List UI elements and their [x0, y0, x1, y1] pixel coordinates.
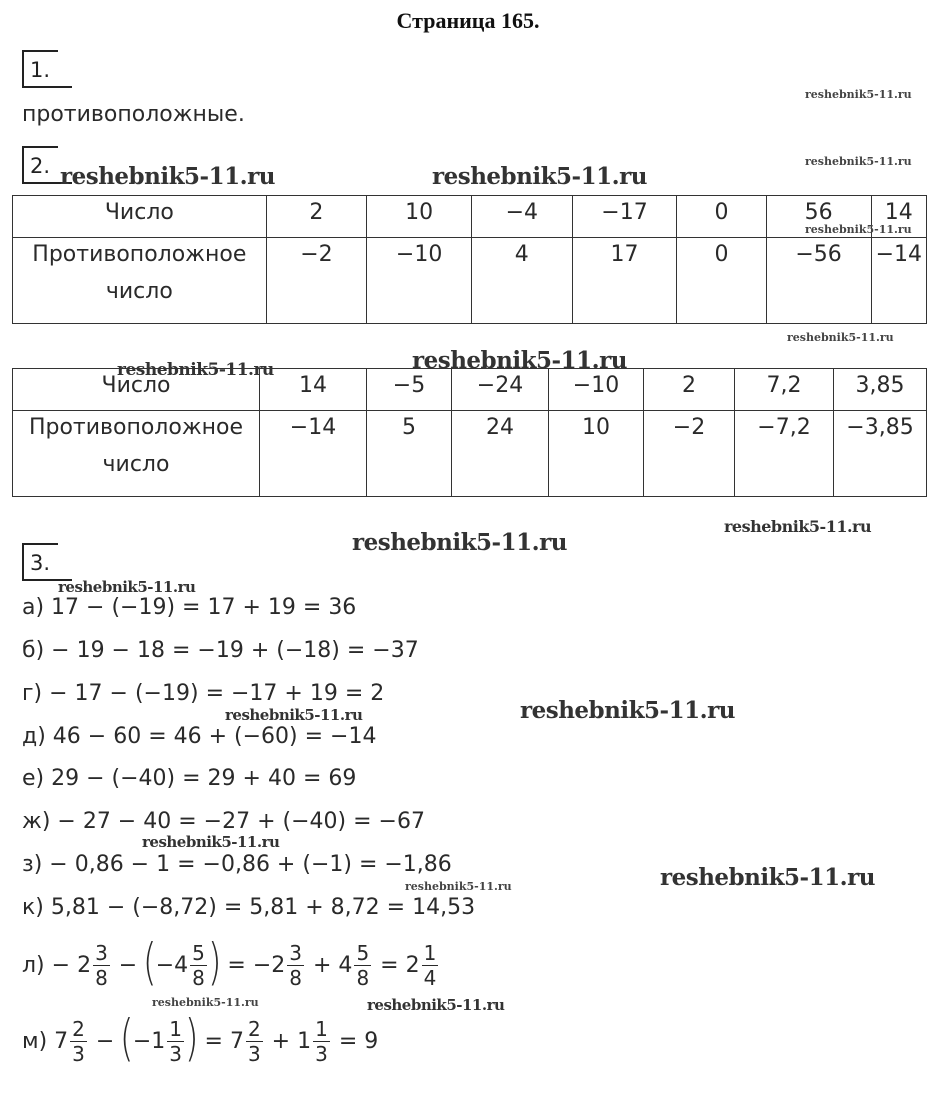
equation-line-fractions-m — [22, 1009, 379, 1067]
eq-part: −4 — [155, 952, 189, 978]
table-cell: 10 — [549, 411, 644, 497]
fraction — [287, 941, 304, 990]
table-cell: −2 — [266, 238, 366, 324]
table-cell: 24 — [452, 411, 549, 497]
denominator: 8 — [192, 965, 205, 990]
table-cell: −2 — [644, 411, 735, 497]
fraction — [190, 941, 207, 990]
watermark: reshebnik5-11.ru — [58, 578, 196, 596]
denominator: 4 — [423, 965, 437, 990]
table-cell: 7,2 — [735, 369, 834, 411]
table-cell: −14 — [260, 411, 367, 497]
eq-part: = 7 — [197, 1028, 244, 1054]
eq-part: − — [111, 952, 145, 978]
equation-line: б) − 19 − 18 = −19 + (−18) = −37 — [22, 638, 419, 663]
table-cell: 56 — [766, 196, 871, 238]
row-label-line: Противоположное — [32, 242, 247, 267]
exercise-3-number: 3. — [22, 543, 58, 581]
equation-line: а) 17 − (−19) = 17 + 19 = 36 — [22, 595, 357, 620]
table-cell: 0 — [677, 238, 766, 324]
table-cell: −14 — [871, 238, 926, 324]
table-row-label: Число — [13, 196, 267, 238]
eq-part: м) 7 — [22, 1028, 69, 1054]
equation-line: е) 29 − (−40) = 29 + 40 = 69 — [22, 766, 357, 791]
denominator: 3 — [315, 1041, 328, 1066]
eq-part: = −2 — [220, 952, 286, 978]
watermark: reshebnik5-11.ru — [142, 833, 280, 851]
table-cell: 17 — [572, 238, 677, 324]
watermark: reshebnik5-11.ru — [152, 996, 259, 1009]
watermark: reshebnik5-11.ru — [805, 88, 912, 101]
equation-line: з) − 0,86 − 1 = −0,86 + (−1) = −1,86 — [22, 852, 452, 877]
eq-part: = 2 — [373, 952, 420, 978]
numerator: 1 — [315, 1016, 328, 1041]
eq-part: л) − 2 — [22, 952, 92, 978]
watermark: reshebnik5-11.ru — [660, 864, 875, 891]
equation-line-fractions-l — [22, 933, 440, 991]
table-cell: 10 — [367, 196, 472, 238]
watermark: reshebnik5-11.ru — [405, 880, 512, 893]
watermark: reshebnik5-11.ru — [60, 163, 275, 190]
table-cell: 5 — [367, 411, 452, 497]
numerator: 1 — [423, 940, 437, 965]
numerator: 2 — [72, 1016, 85, 1041]
page-title: Страница 165. — [396, 8, 540, 33]
table-cell: −4 — [472, 196, 572, 238]
eq-part: − — [88, 1028, 122, 1054]
denominator: 8 — [289, 965, 303, 990]
table-cell: 14 — [871, 196, 926, 238]
eq-part: = 9 — [331, 1028, 379, 1054]
fraction — [167, 1017, 184, 1066]
equation-line: к) 5,81 − (−8,72) = 5,81 + 8,72 = 14,53 — [22, 895, 476, 920]
exercise-1-number: 1. — [22, 50, 58, 88]
watermark: reshebnik5-11.ru — [520, 697, 735, 724]
row-label-line: Противоположное — [28, 415, 244, 440]
table-cell: −5 — [367, 369, 452, 411]
watermark: reshebnik5-11.ru — [117, 360, 274, 380]
numerator: 5 — [192, 940, 205, 965]
table-cell: −17 — [572, 196, 677, 238]
exercise-2-number: 2. — [22, 146, 58, 184]
table-opposites-2 — [12, 368, 927, 497]
numerator: 1 — [169, 1016, 183, 1041]
denominator: 8 — [95, 965, 108, 990]
right-paren: ) — [184, 1009, 199, 1067]
table-cell: 2 — [644, 369, 735, 411]
exercise-1-answer: противоположные. — [22, 102, 245, 127]
fraction — [313, 1017, 330, 1066]
denominator: 8 — [356, 965, 370, 990]
numerator: 3 — [95, 940, 108, 965]
watermark: reshebnik5-11.ru — [724, 517, 872, 536]
eq-part: + 4 — [306, 952, 353, 978]
left-paren: ( — [120, 1009, 134, 1067]
table-cell: 2 — [266, 196, 366, 238]
fraction — [246, 1017, 263, 1066]
right-paren: ) — [207, 933, 222, 991]
numerator: 5 — [356, 940, 370, 965]
fraction — [422, 941, 439, 990]
numerator: 3 — [289, 940, 303, 965]
equation-line: ж) − 27 − 40 = −27 + (−40) = −67 — [22, 809, 425, 834]
fraction — [354, 941, 371, 990]
table-cell: −24 — [452, 369, 549, 411]
eq-part: −1 — [132, 1028, 166, 1054]
table-row-label — [13, 411, 260, 497]
table-opposites-1 — [12, 195, 927, 324]
table-cell: −10 — [549, 369, 644, 411]
equation-line: д) 46 − 60 = 46 + (−60) = −14 — [22, 724, 377, 749]
row-label-line: число — [102, 452, 170, 477]
fraction — [93, 941, 110, 990]
watermark: reshebnik5-11.ru — [352, 529, 567, 556]
watermark: reshebnik5-11.ru — [225, 706, 363, 724]
table-row-label: Число — [13, 369, 260, 411]
table-row-label — [13, 238, 267, 324]
denominator: 3 — [72, 1041, 85, 1066]
watermark: reshebnik5-11.ru — [412, 347, 627, 374]
watermark: reshebnik5-11.ru — [367, 996, 505, 1014]
table-cell: 3,85 — [834, 369, 927, 411]
table-cell: −3,85 — [834, 411, 927, 497]
watermark: reshebnik5-11.ru — [805, 223, 912, 236]
denominator: 3 — [169, 1041, 183, 1066]
row-label-line: число — [105, 279, 173, 304]
left-paren: ( — [143, 933, 157, 991]
watermark: reshebnik5-11.ru — [805, 155, 912, 168]
watermark: reshebnik5-11.ru — [787, 331, 894, 344]
table-cell: 4 — [472, 238, 572, 324]
watermark: reshebnik5-11.ru — [432, 163, 647, 190]
numerator: 2 — [247, 1016, 261, 1041]
fraction — [70, 1017, 87, 1066]
equation-line: г) − 17 − (−19) = −17 + 19 = 2 — [22, 681, 385, 706]
eq-part: + 1 — [264, 1028, 312, 1054]
denominator: 3 — [247, 1041, 261, 1066]
table-cell: 14 — [260, 369, 367, 411]
table-cell: 0 — [677, 196, 766, 238]
table-cell: −10 — [367, 238, 472, 324]
table-cell: −56 — [766, 238, 871, 324]
table-cell: −7,2 — [735, 411, 834, 497]
